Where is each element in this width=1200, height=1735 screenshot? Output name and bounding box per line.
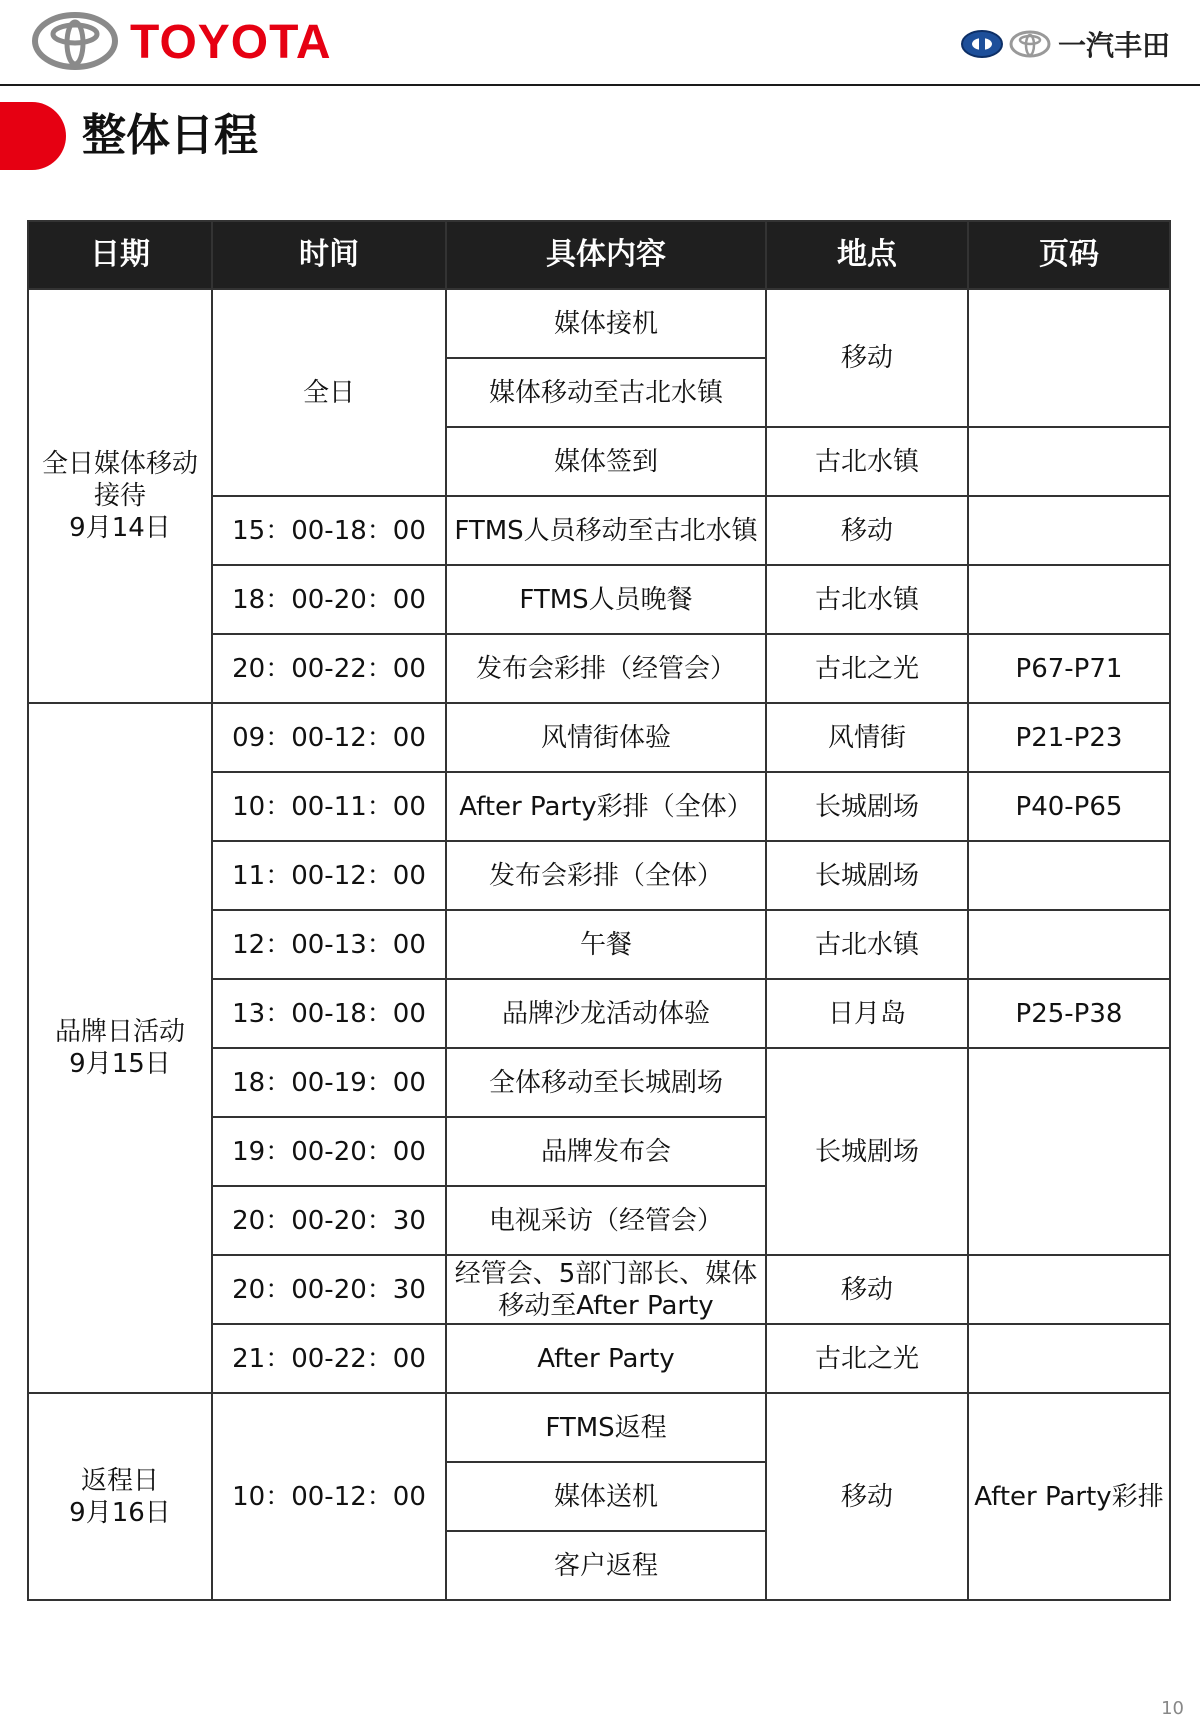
- partner-name: 一汽丰田: [1057, 29, 1170, 62]
- date-cell: 返程日 9月16日: [28, 1393, 212, 1600]
- time-cell: 09：00-12：00: [212, 703, 446, 772]
- content-cell: 媒体接机: [446, 289, 766, 358]
- content-cell: 风情街体验: [446, 703, 766, 772]
- page-cell: [968, 1255, 1170, 1324]
- page-cell: [968, 1048, 1170, 1255]
- content-cell: 品牌沙龙活动体验: [446, 979, 766, 1048]
- location-cell: 古北之光: [766, 1324, 968, 1393]
- time-cell: 20：00-22：00: [212, 634, 446, 703]
- location-cell: 移动: [766, 289, 968, 427]
- toyota-small-emblem-icon: [1008, 29, 1052, 59]
- time-cell: 20：00-20：30: [212, 1255, 446, 1324]
- header-content: 具体内容: [446, 221, 766, 289]
- page-cell: P25-P38: [968, 979, 1170, 1048]
- content-cell: 媒体送机: [446, 1462, 766, 1531]
- location-cell: 移动: [766, 1255, 968, 1324]
- header-date: 日期: [28, 221, 212, 289]
- content-cell: 品牌发布会: [446, 1117, 766, 1186]
- header-time: 时间: [212, 221, 446, 289]
- time-cell: 12：00-13：00: [212, 910, 446, 979]
- title-accent-bar: [0, 102, 66, 170]
- content-cell: FTMS人员移动至古北水镇: [446, 496, 766, 565]
- header-page: 页码: [968, 221, 1170, 289]
- time-cell: 19：00-20：00: [212, 1117, 446, 1186]
- toyota-emblem-icon: [32, 12, 118, 70]
- date-cell: 全日媒体移动 接待 9月14日: [28, 289, 212, 703]
- content-cell: 发布会彩排（全体）: [446, 841, 766, 910]
- time-cell: 10：00-12：00: [212, 1393, 446, 1600]
- location-cell: 长城剧场: [766, 1048, 968, 1255]
- content-cell: 媒体移动至古北水镇: [446, 358, 766, 427]
- page-cell: P40-P65: [968, 772, 1170, 841]
- content-cell: 客户返程: [446, 1531, 766, 1600]
- brand-wordmark: TOYOTA: [130, 16, 332, 69]
- content-cell: 经管会、5部门部长、媒体 移动至After Party: [446, 1255, 766, 1324]
- page-cell: [968, 496, 1170, 565]
- time-cell: 13：00-18：00: [212, 979, 446, 1048]
- location-cell: 古北之光: [766, 634, 968, 703]
- location-cell: 古北水镇: [766, 427, 968, 496]
- content-cell: After Party: [446, 1324, 766, 1393]
- location-cell: 风情街: [766, 703, 968, 772]
- location-cell: 古北水镇: [766, 910, 968, 979]
- page-number: 10: [1161, 1698, 1184, 1719]
- page-cell: [968, 565, 1170, 634]
- table-header-row: [28, 221, 1170, 289]
- time-cell: 15：00-18：00: [212, 496, 446, 565]
- page-cell: [968, 841, 1170, 910]
- page-header: [0, 0, 1200, 86]
- content-cell: FTMS人员晚餐: [446, 565, 766, 634]
- content-cell: 全体移动至长城剧场: [446, 1048, 766, 1117]
- page-cell: [968, 1324, 1170, 1393]
- location-cell: 长城剧场: [766, 772, 968, 841]
- page-title: 整体日程: [82, 110, 258, 161]
- page-cell: [968, 289, 1170, 427]
- location-cell: 移动: [766, 1393, 968, 1600]
- schedule-table: [27, 220, 1171, 1601]
- date-cell: 品牌日活动 9月15日: [28, 703, 212, 1393]
- content-cell: 媒体签到: [446, 427, 766, 496]
- page-cell: [968, 910, 1170, 979]
- table-row: [28, 289, 1170, 358]
- time-cell: 21：00-22：00: [212, 1324, 446, 1393]
- location-cell: 长城剧场: [766, 841, 968, 910]
- time-cell: 18：00-19：00: [212, 1048, 446, 1117]
- page-cell: [968, 427, 1170, 496]
- time-cell: 20：00-20：30: [212, 1186, 446, 1255]
- content-cell: 电视采访（经管会）: [446, 1186, 766, 1255]
- table-row: [28, 1393, 1170, 1462]
- table-row: [28, 703, 1170, 772]
- location-cell: 日月岛: [766, 979, 968, 1048]
- header-divider: [0, 84, 1200, 86]
- page-cell: P21-P23: [968, 703, 1170, 772]
- faw-toyota-logo: [960, 24, 1170, 64]
- time-cell: 10：00-11：00: [212, 772, 446, 841]
- content-cell: 午餐: [446, 910, 766, 979]
- content-cell: After Party彩排（全体）: [446, 772, 766, 841]
- location-cell: 古北水镇: [766, 565, 968, 634]
- content-cell: 发布会彩排（经管会）: [446, 634, 766, 703]
- header-location: 地点: [766, 221, 968, 289]
- page-cell: After Party彩排: [968, 1393, 1170, 1600]
- time-cell: 11：00-12：00: [212, 841, 446, 910]
- location-cell: 移动: [766, 496, 968, 565]
- page-cell: P67-P71: [968, 634, 1170, 703]
- time-cell: 18：00-20：00: [212, 565, 446, 634]
- faw-emblem-icon: [960, 29, 1004, 59]
- content-cell: FTMS返程: [446, 1393, 766, 1462]
- time-cell: 全日: [212, 289, 446, 496]
